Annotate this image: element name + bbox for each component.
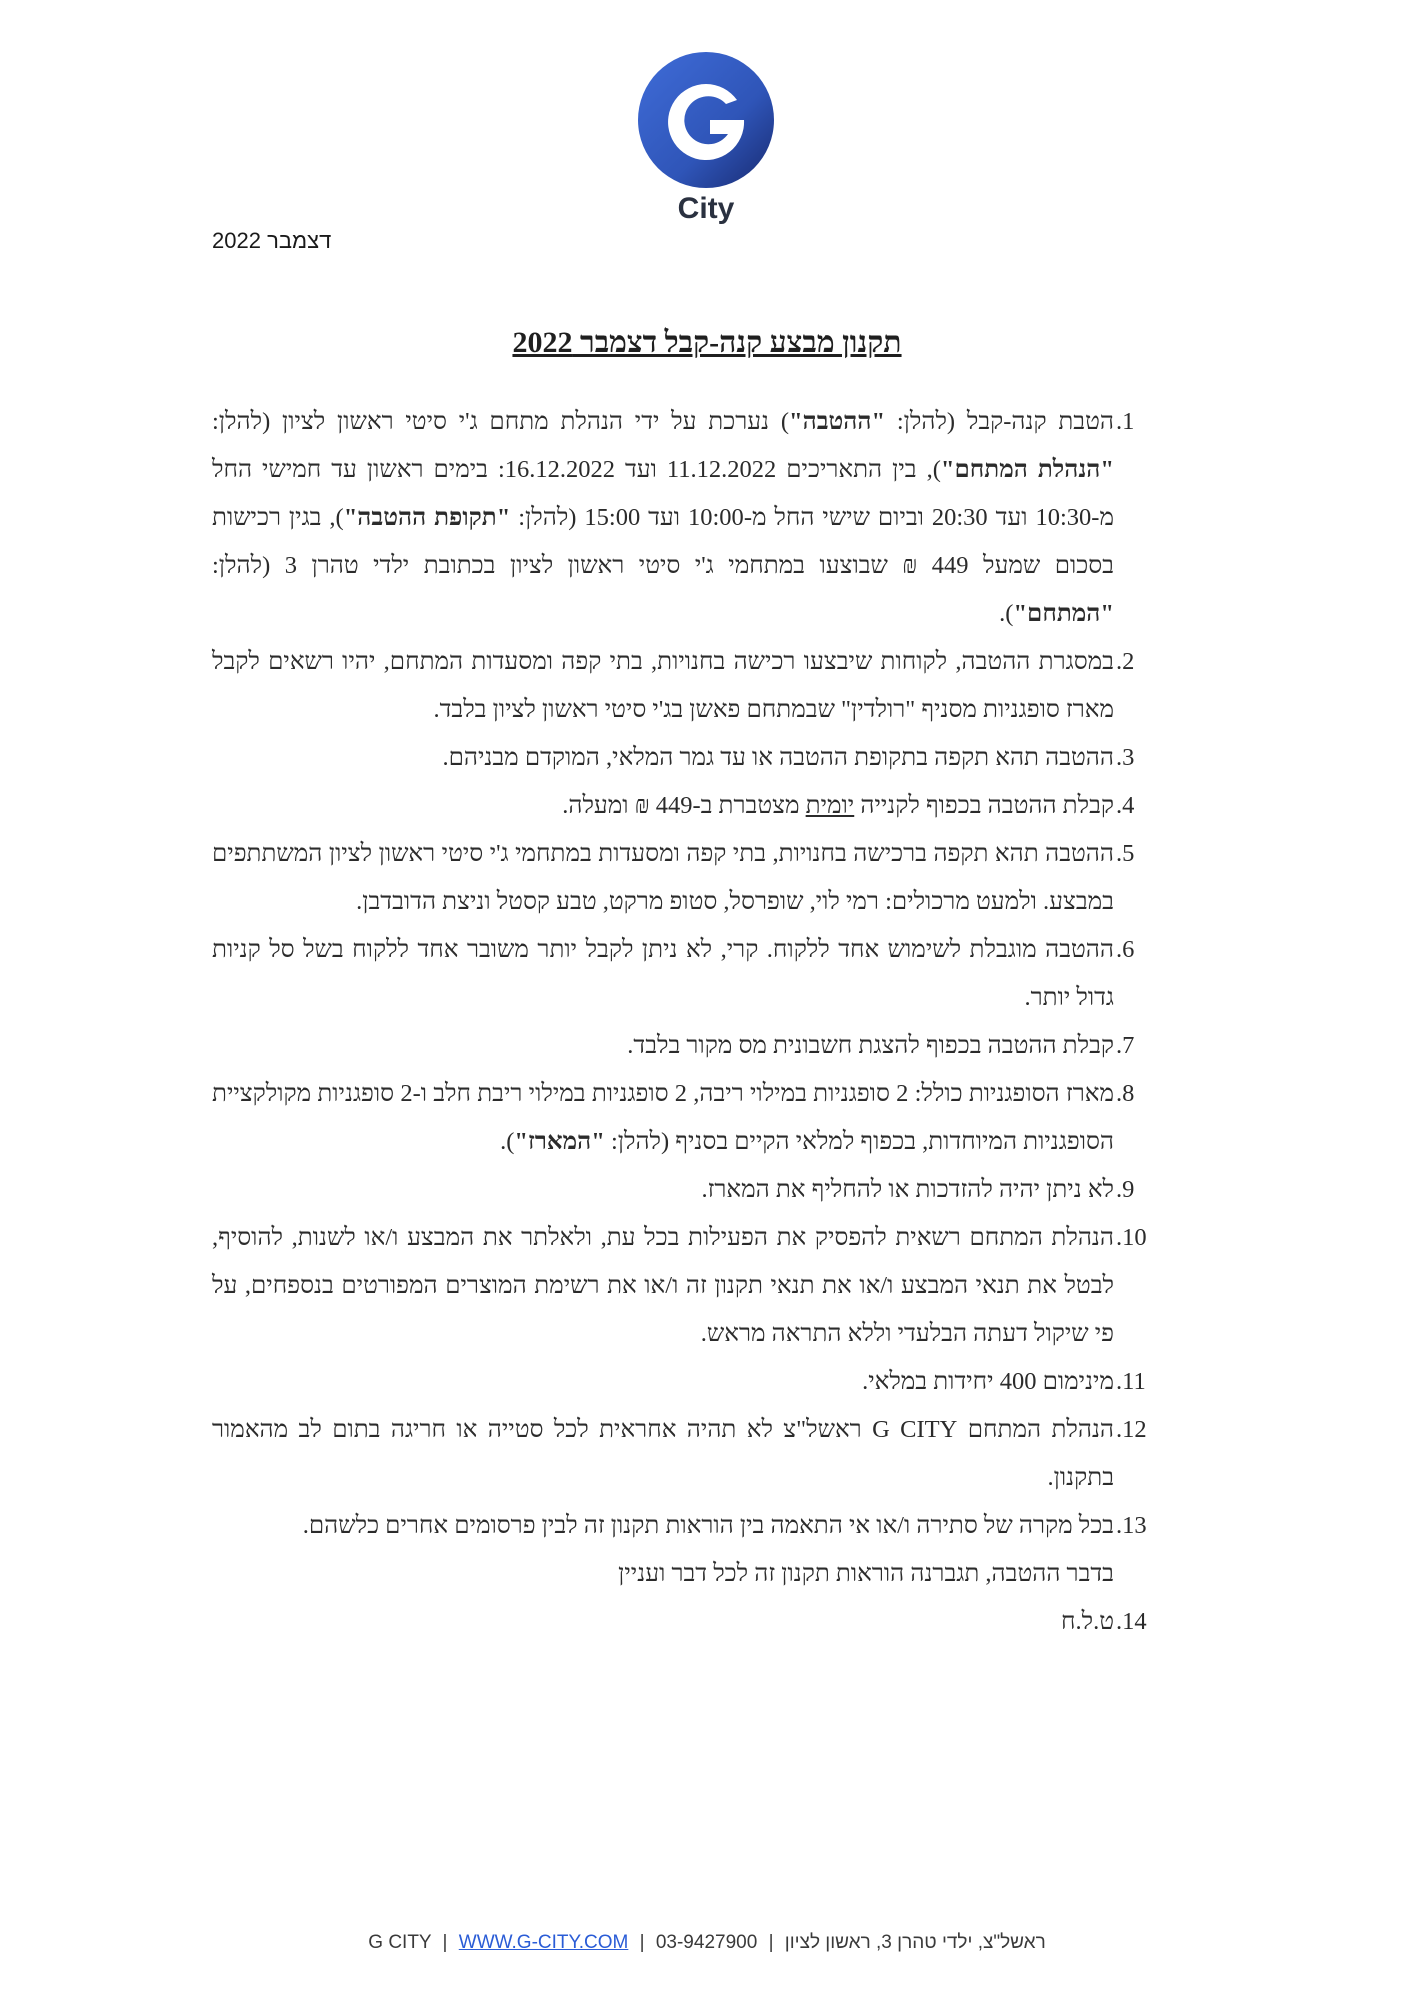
term-text-part: מצטברת ב-449 ₪ ומעלה.	[562, 792, 806, 819]
term-item	[212, 1166, 1162, 1214]
footer-separator: |	[442, 1932, 448, 1953]
term-text-part: ), בין התאריכים 11.12.2022 ועד 16.12.2022: בימים ראשון עד חמישי החל מ-10:30 ועד 20:30 וביום שישי החל מ-10:00 ועד 15:00 (להלן:	[212, 456, 1114, 531]
term-text: לא ניתן יהיה להזדכות או להחליף את המארז.	[701, 1176, 1114, 1203]
defined-term: "המארז"	[514, 1128, 605, 1155]
term-number: 13.	[1116, 1512, 1147, 1539]
term-number: 7.	[1116, 1032, 1135, 1059]
term-text: הנהלת המתחם רשאית להפסיק את הפעילות בכל עת, ולאלתר את המבצע ו/או לשנות, להוסיף, לבטל את תנאי המבצע ו/או את תנאי תקנון זה ו/או את רשימת המוצרים המפורטים בנספחים, על פי שיקול דעתה הבלעדי וללא התראה מראש.	[212, 1224, 1114, 1347]
page-title: תקנון מבצע קנה-קבל דצמבר 2022	[512, 326, 902, 359]
term-number: 10.	[1116, 1224, 1147, 1251]
term-text: מינימום 400 יחידות במלאי.	[862, 1368, 1114, 1395]
term-item	[212, 638, 1162, 734]
term-item	[212, 1406, 1162, 1502]
term-text: ההטבה מוגבלת לשימוש אחד ללקוח. קרי, לא ניתן לקבל יותר משובר אחד ללקוח בשל סל קניות גדול יותר.	[212, 936, 1114, 1011]
term-text-part: הטבת קנה-קבל (להלן:	[885, 408, 1114, 435]
footer-address: ראשל"צ, ילדי טהרן 3, ראשון לציון	[784, 1932, 1046, 1953]
term-number: 4.	[1116, 792, 1135, 819]
g-city-logo	[636, 50, 776, 240]
defined-term: "תקופת ההטבה"	[343, 504, 511, 531]
term-item	[212, 1598, 1162, 1646]
term-number: 5.	[1116, 840, 1135, 867]
term-number: 14.	[1116, 1608, 1147, 1635]
term-number: 2.	[1116, 648, 1135, 675]
term-item	[212, 1214, 1162, 1358]
page-footer	[0, 1932, 1414, 1954]
footer-brand: G CITY	[368, 1932, 432, 1953]
terms-list	[212, 398, 1162, 1646]
term-item	[212, 782, 1162, 830]
defined-term: "הנהלת המתחם"	[940, 456, 1114, 483]
term-item	[212, 734, 1162, 782]
term-item	[212, 1502, 1162, 1598]
g-logo-icon	[636, 50, 776, 190]
term-continuation: בדבר ההטבה, תגברנה הוראות תקנון זה לכל דבר ועניין	[618, 1560, 1114, 1587]
footer-separator: |	[768, 1932, 774, 1953]
term-number: 12.	[1116, 1416, 1147, 1443]
term-item	[212, 830, 1162, 926]
term-text-part: ) נערכת על ידי הנהלת מתחם ג'י סיטי ראשון לציון (להלן:	[212, 408, 789, 435]
footer-phone: 03-9427900	[655, 1932, 758, 1953]
term-text: ההטבה תהא תקפה ברכישה בחנויות, בתי קפה ומסעדות במתחמי ג'י סיטי ראשון לציון המשתתפים במבצע. ולמעט מרכולים: רמי לוי, שופרסל, סטופ מרקט, טבע קסטל וניצת הדובדבן.	[212, 840, 1114, 915]
document-date: דצמבר 2022	[212, 228, 332, 253]
term-item	[212, 926, 1162, 1022]
term-number: 11.	[1116, 1368, 1146, 1395]
term-item	[212, 1022, 1162, 1070]
term-text	[212, 1080, 1114, 1155]
footer-separator: |	[639, 1932, 645, 1953]
underlined-word: יומית	[805, 792, 855, 819]
term-text: במסגרת ההטבה, לקוחות שיבצעו רכישה בחנויות, בתי קפה ומסעדות המתחם, יהיו רשאים לקבל מארז סופגניות מסניף "רולדין" שבמתחם פאשן בג'י סיטי ראשון לציון בלבד.	[212, 648, 1114, 723]
term-number: 3.	[1116, 744, 1135, 771]
term-text-part: קבלת ההטבה בכפוף לקנייה	[854, 792, 1114, 819]
term-text: הנהלת המתחם G CITY ראשל"צ לא תהיה אחראית לכל סטייה או חריגה בתום לב מהאמור בתקנון.	[212, 1416, 1115, 1491]
term-item	[212, 398, 1162, 638]
term-number: 1.	[1116, 408, 1135, 435]
term-text-part: ), בגין רכישות בסכום שמעל 449 ₪ שבוצעו במתחמי ג'י סיטי ראשון לציון בכתובת ילדי טהרן 3 (להלן:	[212, 504, 1114, 579]
term-text	[212, 408, 1114, 627]
term-text: קבלת ההטבה בכפוף להצגת חשבונית מס מקור בלבד.	[627, 1032, 1114, 1059]
term-text-part: ).	[500, 1128, 515, 1155]
term-item	[212, 1070, 1162, 1166]
logo-city-text: City	[677, 192, 735, 225]
defined-term: "המתחם"	[1013, 600, 1114, 627]
term-text-part: ).	[999, 600, 1014, 627]
term-item	[212, 1358, 1162, 1406]
term-number: 8.	[1116, 1080, 1135, 1107]
term-text	[562, 792, 1114, 819]
term-text: ט.ל.ח	[1060, 1608, 1114, 1635]
website-link[interactable]: WWW.G-CITY.COM	[458, 1932, 629, 1953]
term-text: בכל מקרה של סתירה ו/או אי התאמה בין הוראות תקנון זה לבין פרסומים אחרים כלשהם.	[302, 1512, 1114, 1539]
defined-term: "ההטבה"	[789, 408, 886, 435]
term-number: 9.	[1116, 1176, 1135, 1203]
term-text: ההטבה תהא תקפה בתקופת ההטבה או עד גמר המלאי, המוקדם מבניהם.	[442, 744, 1114, 771]
term-text-part: מארז הסופגניות כולל: 2 סופגניות במילוי ריבה, 2 סופגניות במילוי ריבת חלב ו-2 סופגניות מקולקציית הסופגניות המיוחדות, בכפוף למלאי הקיים בסניף (להלן:	[212, 1080, 1114, 1155]
term-number: 6.	[1116, 936, 1135, 963]
